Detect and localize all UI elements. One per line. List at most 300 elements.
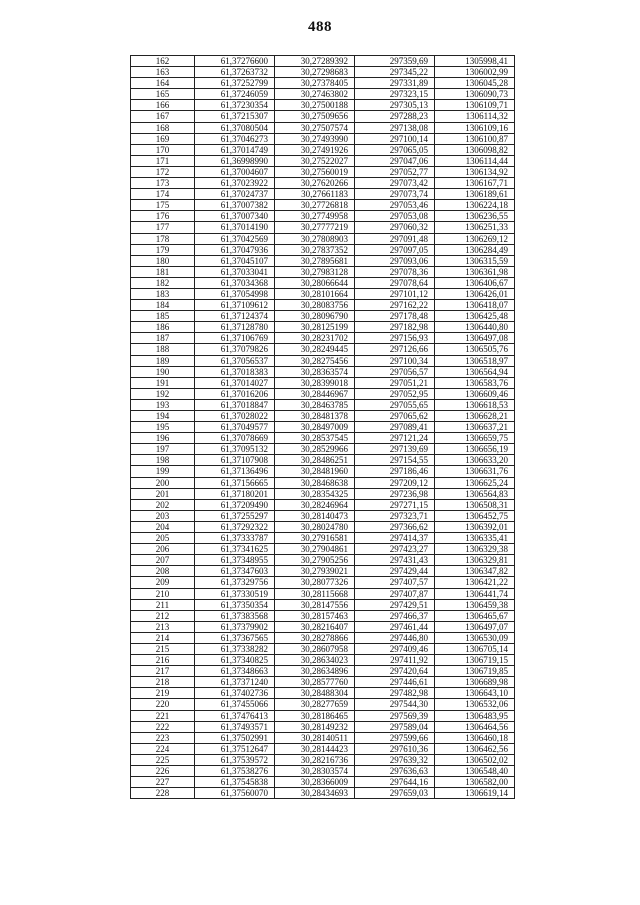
x-coordinate-cell: 297121,24 (355, 433, 435, 444)
y-coordinate-cell: 1306425,48 (435, 311, 515, 322)
y-coordinate-cell: 1306582,00 (435, 777, 515, 788)
longitude-cell: 30,28354325 (275, 488, 355, 499)
x-coordinate-cell: 297599,66 (355, 732, 435, 743)
table-row (131, 411, 515, 422)
y-coordinate-cell: 1306656,19 (435, 444, 515, 455)
table-row (131, 477, 515, 488)
table-row (131, 344, 515, 355)
point-number-cell: 199 (131, 466, 195, 477)
point-number-cell: 208 (131, 566, 195, 577)
table-row (131, 677, 515, 688)
y-coordinate-cell: 1306452,75 (435, 510, 515, 521)
table-row (131, 222, 515, 233)
table-row (131, 67, 515, 78)
table-row (131, 632, 515, 643)
point-number-cell: 172 (131, 166, 195, 177)
latitude-cell: 61,37018383 (195, 366, 275, 377)
table-row (131, 655, 515, 666)
longitude-cell: 30,28607958 (275, 643, 355, 654)
table-row (131, 754, 515, 765)
latitude-cell: 61,37107908 (195, 455, 275, 466)
x-coordinate-cell: 297431,43 (355, 555, 435, 566)
point-number-cell: 203 (131, 510, 195, 521)
y-coordinate-cell: 1306224,18 (435, 200, 515, 211)
y-coordinate-cell: 1306659,75 (435, 433, 515, 444)
y-coordinate-cell: 1306421,22 (435, 577, 515, 588)
longitude-cell: 30,28125199 (275, 322, 355, 333)
table-row (131, 144, 515, 155)
table-row (131, 577, 515, 588)
latitude-cell: 61,37047936 (195, 244, 275, 255)
point-number-cell: 177 (131, 222, 195, 233)
point-number-cell: 197 (131, 444, 195, 455)
table-row (131, 399, 515, 410)
latitude-cell: 61,37046273 (195, 133, 275, 144)
longitude-cell: 30,28101664 (275, 288, 355, 299)
longitude-cell: 30,28249445 (275, 344, 355, 355)
y-coordinate-cell: 1306483,95 (435, 710, 515, 721)
latitude-cell: 61,37033041 (195, 266, 275, 277)
table-row (131, 333, 515, 344)
table-row (131, 566, 515, 577)
point-number-cell: 200 (131, 477, 195, 488)
page-number: 488 (308, 19, 332, 35)
longitude-cell: 30,28468638 (275, 477, 355, 488)
longitude-cell: 30,28634023 (275, 655, 355, 666)
longitude-cell: 30,28140511 (275, 732, 355, 743)
x-coordinate-cell: 297345,22 (355, 67, 435, 78)
table-row (131, 288, 515, 299)
y-coordinate-cell: 1306497,07 (435, 621, 515, 632)
y-coordinate-cell: 1306583,76 (435, 377, 515, 388)
latitude-cell: 61,37493571 (195, 721, 275, 732)
point-number-cell: 189 (131, 355, 195, 366)
latitude-cell: 61,36998990 (195, 155, 275, 166)
table-row (131, 89, 515, 100)
point-number-cell: 170 (131, 144, 195, 155)
x-coordinate-cell: 297091,48 (355, 233, 435, 244)
y-coordinate-cell: 1306462,56 (435, 743, 515, 754)
table-row (131, 555, 515, 566)
longitude-cell: 30,27560019 (275, 166, 355, 177)
longitude-cell: 30,27939021 (275, 566, 355, 577)
longitude-cell: 30,27749958 (275, 211, 355, 222)
latitude-cell: 61,37024737 (195, 189, 275, 200)
x-coordinate-cell: 297359,69 (355, 56, 435, 67)
latitude-cell: 61,37292322 (195, 521, 275, 532)
x-coordinate-cell: 297305,13 (355, 100, 435, 111)
x-coordinate-cell: 297323,71 (355, 510, 435, 521)
point-number-cell: 221 (131, 710, 195, 721)
x-coordinate-cell: 297052,77 (355, 166, 435, 177)
latitude-cell: 61,37056537 (195, 355, 275, 366)
latitude-cell: 61,37347603 (195, 566, 275, 577)
x-coordinate-cell: 297482,98 (355, 688, 435, 699)
point-number-cell: 167 (131, 111, 195, 122)
table-row (131, 100, 515, 111)
table-row (131, 189, 515, 200)
y-coordinate-cell: 1306631,76 (435, 466, 515, 477)
point-number-cell: 211 (131, 599, 195, 610)
latitude-cell: 61,37180201 (195, 488, 275, 499)
x-coordinate-cell: 297156,93 (355, 333, 435, 344)
latitude-cell: 61,37246059 (195, 89, 275, 100)
latitude-cell: 61,37333787 (195, 533, 275, 544)
point-number-cell: 174 (131, 189, 195, 200)
longitude-cell: 30,28277659 (275, 699, 355, 710)
y-coordinate-cell: 1306532,06 (435, 699, 515, 710)
table-row (131, 444, 515, 455)
longitude-cell: 30,28434693 (275, 788, 355, 799)
y-coordinate-cell: 1306335,41 (435, 533, 515, 544)
x-coordinate-cell: 297065,05 (355, 144, 435, 155)
longitude-cell: 30,27289392 (275, 56, 355, 67)
longitude-cell: 30,28481378 (275, 411, 355, 422)
longitude-cell: 30,28231702 (275, 333, 355, 344)
x-coordinate-cell: 297544,30 (355, 699, 435, 710)
point-number-cell: 207 (131, 555, 195, 566)
longitude-cell: 30,28446967 (275, 388, 355, 399)
point-number-cell: 168 (131, 122, 195, 133)
point-number-cell: 180 (131, 255, 195, 266)
y-coordinate-cell: 1306460,18 (435, 732, 515, 743)
point-number-cell: 164 (131, 78, 195, 89)
y-coordinate-cell: 1306548,40 (435, 766, 515, 777)
table-row (131, 433, 515, 444)
table-row (131, 721, 515, 732)
x-coordinate-cell: 297420,64 (355, 666, 435, 677)
longitude-cell: 30,27522027 (275, 155, 355, 166)
x-coordinate-cell: 297636,63 (355, 766, 435, 777)
table-row (131, 155, 515, 166)
x-coordinate-cell: 297060,32 (355, 222, 435, 233)
x-coordinate-cell: 297466,37 (355, 610, 435, 621)
x-coordinate-cell: 297271,15 (355, 499, 435, 510)
y-coordinate-cell: 1306705,14 (435, 643, 515, 654)
table-row (131, 78, 515, 89)
latitude-cell: 61,37476413 (195, 710, 275, 721)
latitude-cell: 61,37106769 (195, 333, 275, 344)
table-row (131, 455, 515, 466)
y-coordinate-cell: 1306440,80 (435, 322, 515, 333)
point-number-cell: 171 (131, 155, 195, 166)
latitude-cell: 61,37007382 (195, 200, 275, 211)
table-row (131, 610, 515, 621)
table-row (131, 266, 515, 277)
x-coordinate-cell: 297411,92 (355, 655, 435, 666)
x-coordinate-cell: 297051,21 (355, 377, 435, 388)
longitude-cell: 30,27463802 (275, 89, 355, 100)
y-coordinate-cell: 1306315,59 (435, 255, 515, 266)
latitude-cell: 61,37230354 (195, 100, 275, 111)
latitude-cell: 61,37124374 (195, 311, 275, 322)
table-row (131, 211, 515, 222)
x-coordinate-cell: 297073,74 (355, 189, 435, 200)
y-coordinate-cell: 1306329,38 (435, 544, 515, 555)
latitude-cell: 61,37023922 (195, 178, 275, 189)
latitude-cell: 61,37014190 (195, 222, 275, 233)
x-coordinate-cell: 297589,04 (355, 721, 435, 732)
x-coordinate-cell: 297446,61 (355, 677, 435, 688)
point-number-cell: 227 (131, 777, 195, 788)
y-coordinate-cell: 1306637,21 (435, 422, 515, 433)
y-coordinate-cell: 1306508,31 (435, 499, 515, 510)
latitude-cell: 61,37383568 (195, 610, 275, 621)
y-coordinate-cell: 1306114,32 (435, 111, 515, 122)
x-coordinate-cell: 297078,64 (355, 277, 435, 288)
longitude-cell: 30,27777219 (275, 222, 355, 233)
table-row (131, 311, 515, 322)
longitude-cell: 30,28488304 (275, 688, 355, 699)
longitude-cell: 30,27895681 (275, 255, 355, 266)
table-row (131, 588, 515, 599)
point-number-cell: 163 (131, 67, 195, 78)
latitude-cell: 61,37348663 (195, 666, 275, 677)
x-coordinate-cell: 297138,08 (355, 122, 435, 133)
y-coordinate-cell: 1306609,46 (435, 388, 515, 399)
x-coordinate-cell: 297139,69 (355, 444, 435, 455)
latitude-cell: 61,37034368 (195, 277, 275, 288)
y-coordinate-cell: 1306236,55 (435, 211, 515, 222)
table-row (131, 533, 515, 544)
point-number-cell: 228 (131, 788, 195, 799)
x-coordinate-cell: 297407,87 (355, 588, 435, 599)
y-coordinate-cell: 1306464,56 (435, 721, 515, 732)
latitude-cell: 61,37350354 (195, 599, 275, 610)
point-number-cell: 186 (131, 322, 195, 333)
point-number-cell: 201 (131, 488, 195, 499)
table-row (131, 322, 515, 333)
table-row (131, 422, 515, 433)
point-number-cell: 218 (131, 677, 195, 688)
y-coordinate-cell: 1306505,76 (435, 344, 515, 355)
y-coordinate-cell: 1306564,94 (435, 366, 515, 377)
y-coordinate-cell: 1306689,98 (435, 677, 515, 688)
longitude-cell: 30,28363574 (275, 366, 355, 377)
y-coordinate-cell: 1306269,12 (435, 233, 515, 244)
x-coordinate-cell: 297101,12 (355, 288, 435, 299)
point-number-cell: 224 (131, 743, 195, 754)
x-coordinate-cell: 297078,36 (355, 266, 435, 277)
x-coordinate-cell: 297100,34 (355, 355, 435, 366)
longitude-cell: 30,28366009 (275, 777, 355, 788)
point-number-cell: 213 (131, 621, 195, 632)
point-number-cell: 219 (131, 688, 195, 699)
latitude-cell: 61,37276600 (195, 56, 275, 67)
y-coordinate-cell: 1306643,10 (435, 688, 515, 699)
latitude-cell: 61,37371240 (195, 677, 275, 688)
latitude-cell: 61,37095132 (195, 444, 275, 455)
x-coordinate-cell: 297644,16 (355, 777, 435, 788)
longitude-cell: 30,28486251 (275, 455, 355, 466)
longitude-cell: 30,27500188 (275, 100, 355, 111)
table-row (131, 521, 515, 532)
point-number-cell: 165 (131, 89, 195, 100)
table-row (131, 488, 515, 499)
longitude-cell: 30,28463785 (275, 399, 355, 410)
y-coordinate-cell: 1306167,71 (435, 178, 515, 189)
point-number-cell: 187 (131, 333, 195, 344)
latitude-cell: 61,37255297 (195, 510, 275, 521)
longitude-cell: 30,28077326 (275, 577, 355, 588)
x-coordinate-cell: 297089,41 (355, 422, 435, 433)
point-number-cell: 173 (131, 178, 195, 189)
latitude-cell: 61,37512647 (195, 743, 275, 754)
latitude-cell: 61,37004607 (195, 166, 275, 177)
longitude-cell: 30,28529966 (275, 444, 355, 455)
x-coordinate-cell: 297461,44 (355, 621, 435, 632)
x-coordinate-cell: 297178,48 (355, 311, 435, 322)
y-coordinate-cell: 1306045,28 (435, 78, 515, 89)
y-coordinate-cell: 1306329,81 (435, 555, 515, 566)
table-row (131, 355, 515, 366)
point-number-cell: 193 (131, 399, 195, 410)
x-coordinate-cell: 297182,98 (355, 322, 435, 333)
longitude-cell: 30,28096790 (275, 311, 355, 322)
point-number-cell: 206 (131, 544, 195, 555)
x-coordinate-cell: 297097,05 (355, 244, 435, 255)
latitude-cell: 61,37136496 (195, 466, 275, 477)
latitude-cell: 61,37263732 (195, 67, 275, 78)
latitude-cell: 61,37128780 (195, 322, 275, 333)
x-coordinate-cell: 297100,14 (355, 133, 435, 144)
longitude-cell: 30,27298683 (275, 67, 355, 78)
y-coordinate-cell: 1306090,73 (435, 89, 515, 100)
table-row (131, 366, 515, 377)
table-row (131, 277, 515, 288)
x-coordinate-cell: 297407,57 (355, 577, 435, 588)
y-coordinate-cell: 1306392,01 (435, 521, 515, 532)
latitude-cell: 61,37080504 (195, 122, 275, 133)
x-coordinate-cell: 297162,22 (355, 300, 435, 311)
latitude-cell: 61,37007340 (195, 211, 275, 222)
latitude-cell: 61,37156665 (195, 477, 275, 488)
y-coordinate-cell: 1306719,85 (435, 666, 515, 677)
table-row (131, 621, 515, 632)
longitude-cell: 30,27837352 (275, 244, 355, 255)
longitude-cell: 30,27509656 (275, 111, 355, 122)
table-row (131, 766, 515, 777)
x-coordinate-cell: 297073,42 (355, 178, 435, 189)
longitude-cell: 30,27507574 (275, 122, 355, 133)
table-row (131, 178, 515, 189)
longitude-cell: 30,27491926 (275, 144, 355, 155)
longitude-cell: 30,28303574 (275, 766, 355, 777)
longitude-cell: 30,28278866 (275, 632, 355, 643)
longitude-cell: 30,28634896 (275, 666, 355, 677)
table-row (131, 777, 515, 788)
longitude-cell: 30,28147556 (275, 599, 355, 610)
table-row (131, 56, 515, 67)
point-number-cell: 212 (131, 610, 195, 621)
x-coordinate-cell: 297065,62 (355, 411, 435, 422)
longitude-cell: 30,28537545 (275, 433, 355, 444)
x-coordinate-cell: 297288,23 (355, 111, 435, 122)
point-number-cell: 176 (131, 211, 195, 222)
y-coordinate-cell: 1306002,99 (435, 67, 515, 78)
x-coordinate-cell: 297093,06 (355, 255, 435, 266)
longitude-cell: 30,28157463 (275, 610, 355, 621)
longitude-cell: 30,28399018 (275, 377, 355, 388)
table-row (131, 510, 515, 521)
y-coordinate-cell: 1306633,20 (435, 455, 515, 466)
y-coordinate-cell: 1306719,15 (435, 655, 515, 666)
latitude-cell: 61,37049577 (195, 422, 275, 433)
x-coordinate-cell: 297366,62 (355, 521, 435, 532)
longitude-cell: 30,27661183 (275, 189, 355, 200)
latitude-cell: 61,37054998 (195, 288, 275, 299)
y-coordinate-cell: 1306619,14 (435, 788, 515, 799)
y-coordinate-cell: 1306109,71 (435, 100, 515, 111)
point-number-cell: 220 (131, 699, 195, 710)
table-row (131, 732, 515, 743)
y-coordinate-cell: 1306418,07 (435, 300, 515, 311)
table-row (131, 688, 515, 699)
longitude-cell: 30,28083756 (275, 300, 355, 311)
x-coordinate-cell: 297154,55 (355, 455, 435, 466)
point-number-cell: 191 (131, 377, 195, 388)
point-number-cell: 169 (131, 133, 195, 144)
table-row (131, 255, 515, 266)
longitude-cell: 30,27808903 (275, 233, 355, 244)
longitude-cell: 30,27983128 (275, 266, 355, 277)
x-coordinate-cell: 297047,06 (355, 155, 435, 166)
y-coordinate-cell: 1306625,24 (435, 477, 515, 488)
longitude-cell: 30,28140473 (275, 510, 355, 521)
x-coordinate-cell: 297659,03 (355, 788, 435, 799)
point-number-cell: 190 (131, 366, 195, 377)
latitude-cell: 61,37341625 (195, 544, 275, 555)
table-row (131, 377, 515, 388)
longitude-cell: 30,28246964 (275, 499, 355, 510)
point-number-cell: 166 (131, 100, 195, 111)
table-row (131, 743, 515, 754)
y-coordinate-cell: 1306347,82 (435, 566, 515, 577)
x-coordinate-cell: 297209,12 (355, 477, 435, 488)
y-coordinate-cell: 1306618,53 (435, 399, 515, 410)
longitude-cell: 30,28186465 (275, 710, 355, 721)
point-number-cell: 215 (131, 643, 195, 654)
latitude-cell: 61,37330519 (195, 588, 275, 599)
latitude-cell: 61,37042569 (195, 233, 275, 244)
latitude-cell: 61,37215307 (195, 111, 275, 122)
x-coordinate-cell: 297429,44 (355, 566, 435, 577)
y-coordinate-cell: 1306284,49 (435, 244, 515, 255)
y-coordinate-cell: 1306497,08 (435, 333, 515, 344)
y-coordinate-cell: 1306134,92 (435, 166, 515, 177)
table-row (131, 244, 515, 255)
latitude-cell: 61,37329756 (195, 577, 275, 588)
point-number-cell: 222 (131, 721, 195, 732)
latitude-cell: 61,37109612 (195, 300, 275, 311)
table-row (131, 643, 515, 654)
table-row (131, 710, 515, 721)
y-coordinate-cell: 1306189,61 (435, 189, 515, 200)
x-coordinate-cell: 297639,32 (355, 754, 435, 765)
point-number-cell: 179 (131, 244, 195, 255)
coordinates-table (130, 55, 515, 799)
point-number-cell: 162 (131, 56, 195, 67)
latitude-cell: 61,37045107 (195, 255, 275, 266)
table-row (131, 133, 515, 144)
latitude-cell: 61,37538276 (195, 766, 275, 777)
longitude-cell: 30,28497009 (275, 422, 355, 433)
point-number-cell: 204 (131, 521, 195, 532)
y-coordinate-cell: 1306098,82 (435, 144, 515, 155)
point-number-cell: 185 (131, 311, 195, 322)
y-coordinate-cell: 1306564,83 (435, 488, 515, 499)
point-number-cell: 210 (131, 588, 195, 599)
